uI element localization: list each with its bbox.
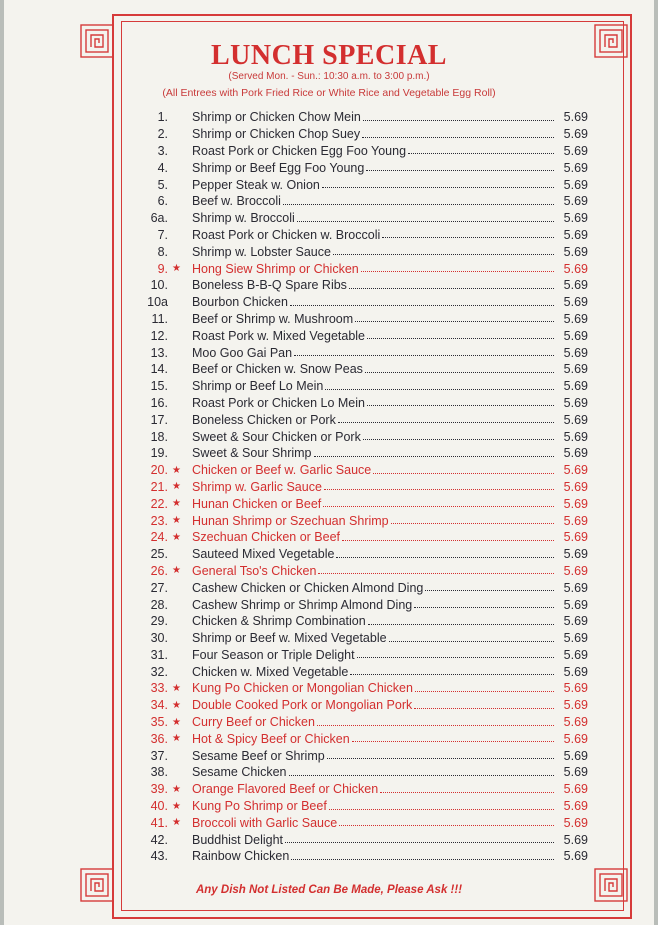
leader-dots [367, 338, 554, 339]
leader-dots [291, 859, 554, 860]
item-price: 5.69 [563, 715, 588, 730]
list-item [138, 798, 588, 815]
item-number: 18. [150, 429, 168, 444]
leader-dots [290, 305, 554, 306]
item-name: General Tso's Chicken [192, 563, 317, 578]
item-number: 9. [157, 261, 168, 276]
leader-dots [294, 355, 554, 356]
leader-dots [322, 187, 554, 188]
item-price: 5.69 [563, 311, 588, 326]
list-item [138, 445, 588, 462]
star-icon: ★ [172, 699, 181, 711]
list-item [138, 361, 588, 378]
item-name: Shrimp or Chicken Chop Suey [192, 127, 361, 142]
list-item [138, 462, 588, 479]
item-name: Sweet & Sour Shrimp [192, 446, 312, 461]
item-name: Pepper Steak w. Onion [192, 177, 320, 192]
leader-dots [366, 170, 554, 171]
list-item [138, 428, 588, 445]
list-item [138, 143, 588, 160]
item-price: 5.69 [563, 479, 588, 494]
list-item [138, 781, 588, 798]
star-icon: ★ [172, 531, 181, 543]
star-icon: ★ [172, 783, 181, 795]
list-item [138, 663, 588, 680]
list-item [138, 395, 588, 412]
leader-dots [373, 473, 554, 474]
star-icon: ★ [172, 716, 181, 728]
list-item [138, 227, 588, 244]
star-icon: ★ [172, 800, 181, 812]
item-name: Chicken & Shrimp Combination [192, 614, 366, 629]
list-item [138, 411, 588, 428]
item-price: 5.69 [563, 647, 588, 662]
item-number: 17. [150, 412, 168, 427]
leader-dots [350, 674, 554, 675]
item-price: 5.69 [563, 379, 588, 394]
leader-dots [339, 825, 554, 826]
entrees-note: (All Entrees with Pork Fried Rice or White Rice and Vegetable Egg Roll) [162, 87, 496, 99]
list-item [138, 344, 588, 361]
item-name: Beef or Shrimp w. Mushroom [192, 311, 354, 326]
item-number: 20. [150, 463, 168, 478]
item-price: 5.69 [563, 681, 588, 696]
star-icon: ★ [172, 733, 181, 745]
item-name: Hong Siew Shrimp or Chicken [192, 261, 359, 276]
leader-dots [333, 254, 554, 255]
leader-dots [382, 237, 554, 238]
item-price: 5.69 [563, 849, 588, 864]
star-icon: ★ [172, 263, 181, 275]
star-icon: ★ [172, 817, 181, 829]
list-item [138, 680, 588, 697]
item-name: Hunan Shrimp or Szechuan Shrimp [192, 513, 389, 528]
item-price: 5.69 [563, 799, 588, 814]
item-number: 33. [150, 681, 168, 696]
item-name: Broccoli with Garlic Sauce [192, 815, 338, 830]
item-name: Curry Beef or Chicken [192, 715, 315, 730]
item-price: 5.69 [563, 429, 588, 444]
item-price: 5.69 [563, 244, 588, 259]
leader-dots [363, 120, 554, 121]
leader-dots [363, 439, 554, 440]
list-item [138, 714, 588, 731]
list-item [138, 495, 588, 512]
list-item [138, 512, 588, 529]
item-name: Shrimp w. Broccoli [192, 211, 295, 226]
item-price: 5.69 [563, 748, 588, 763]
list-item [138, 697, 588, 714]
item-name: Sesame Beef or Shrimp [192, 748, 325, 763]
item-number: 15. [150, 379, 168, 394]
list-item [138, 210, 588, 227]
item-name: Chicken or Beef w. Garlic Sauce [192, 463, 372, 478]
leader-dots [289, 775, 555, 776]
item-number: 19. [150, 446, 168, 461]
item-price: 5.69 [563, 597, 588, 612]
item-price: 5.69 [563, 765, 588, 780]
leader-dots [317, 725, 554, 726]
item-number: 2. [157, 127, 168, 142]
item-name: Boneless B-B-Q Spare Ribs [192, 278, 347, 293]
leader-dots [327, 758, 554, 759]
item-name: Sauteed Mixed Vegetable [192, 547, 335, 562]
served-hours: (Served Mon. - Sun.: 10:30 a.m. to 3:00 p.m.) [228, 71, 430, 82]
leader-dots [338, 422, 554, 423]
leader-dots [368, 624, 554, 625]
star-icon: ★ [172, 481, 181, 493]
item-price: 5.69 [563, 160, 588, 175]
item-price: 5.69 [563, 345, 588, 360]
leader-dots [415, 691, 554, 692]
item-price: 5.69 [563, 328, 588, 343]
item-number: 35. [150, 715, 168, 730]
item-price: 5.69 [563, 631, 588, 646]
list-item [138, 479, 588, 496]
leader-dots [391, 523, 554, 524]
star-icon: ★ [172, 682, 181, 694]
list-item [138, 747, 588, 764]
item-name: Four Season or Triple Delight [192, 647, 355, 662]
list-item [138, 630, 588, 647]
item-price: 5.69 [563, 614, 588, 629]
list-item [138, 126, 588, 143]
item-price: 5.69 [563, 782, 588, 797]
item-number: 27. [150, 580, 168, 595]
list-item [138, 327, 588, 344]
item-number: 3. [157, 143, 168, 158]
item-name: Hot & Spicy Beef or Chicken [192, 731, 350, 746]
item-number: 11. [151, 311, 168, 326]
item-price: 5.69 [563, 177, 588, 192]
list-item [138, 378, 588, 395]
item-name: Orange Flavored Beef or Chicken [192, 782, 379, 797]
list-item [138, 159, 588, 176]
item-number: 42. [150, 832, 168, 847]
item-number: 36. [150, 731, 168, 746]
item-price: 5.69 [563, 530, 588, 545]
item-number: 13. [150, 345, 168, 360]
leader-dots [283, 204, 554, 205]
item-price: 5.69 [563, 395, 588, 410]
item-number: 31. [150, 647, 168, 662]
item-number: 14. [150, 362, 168, 377]
item-price: 5.69 [563, 563, 588, 578]
list-item [138, 277, 588, 294]
item-number: 29. [150, 614, 168, 629]
item-name: Sweet & Sour Chicken or Pork [192, 429, 361, 444]
item-number: 23. [150, 513, 168, 528]
leader-dots [357, 657, 554, 658]
item-name: Roast Pork or Chicken Egg Foo Young [192, 143, 407, 158]
list-item [138, 260, 588, 277]
leader-dots [336, 557, 554, 558]
page-title: LUNCH SPECIAL [211, 40, 447, 71]
list-item [138, 764, 588, 781]
list-item [138, 596, 588, 613]
item-name: Beef or Chicken w. Snow Peas [192, 362, 363, 377]
item-name: Boneless Chicken or Pork [192, 412, 336, 427]
item-name: Moo Goo Gai Pan [192, 345, 293, 360]
list-item [138, 546, 588, 563]
list-item [138, 831, 588, 848]
item-number: 21. [150, 479, 168, 494]
star-icon: ★ [172, 565, 181, 577]
list-item [138, 109, 588, 126]
list-item [138, 311, 588, 328]
leader-dots [297, 221, 554, 222]
item-name: Hunan Chicken or Beef [192, 496, 322, 511]
list-item [138, 176, 588, 193]
item-number: 32. [150, 664, 168, 679]
item-price: 5.69 [563, 227, 588, 242]
item-name: Roast Pork w. Mixed Vegetable [192, 328, 366, 343]
item-number: 39. [150, 782, 168, 797]
list-item [138, 848, 588, 865]
leader-dots [352, 741, 554, 742]
list-item [138, 563, 588, 580]
item-number: 30. [150, 631, 168, 646]
item-price: 5.69 [563, 110, 588, 125]
leader-dots [365, 372, 554, 373]
item-name: Buddhist Delight [192, 832, 284, 847]
item-number: 1. [157, 110, 168, 125]
item-number: 22. [150, 496, 168, 511]
leader-dots [324, 489, 554, 490]
list-item [138, 730, 588, 747]
item-number: 28. [150, 597, 168, 612]
item-price: 5.69 [563, 463, 588, 478]
item-name: Shrimp or Beef Lo Mein [192, 379, 324, 394]
leader-dots [285, 842, 554, 843]
item-number: 40. [150, 799, 168, 814]
item-name: Rainbow Chicken [192, 849, 290, 864]
list-item [138, 814, 588, 831]
star-icon: ★ [172, 498, 181, 510]
item-name: Shrimp w. Lobster Sauce [192, 244, 331, 259]
item-number: 6. [157, 194, 168, 209]
item-price: 5.69 [563, 261, 588, 276]
item-name: Shrimp or Beef w. Mixed Vegetable [192, 631, 387, 646]
leader-dots [323, 506, 554, 507]
item-name: Shrimp w. Garlic Sauce [192, 479, 322, 494]
item-price: 5.69 [563, 832, 588, 847]
item-price: 5.69 [563, 815, 588, 830]
item-number: 43. [150, 849, 168, 864]
item-name: Shrimp or Beef Egg Foo Young [192, 160, 365, 175]
item-number: 24. [150, 530, 168, 545]
item-number: 10a [147, 295, 168, 310]
item-name: Cashew Shrimp or Shrimp Almond Ding [192, 597, 413, 612]
leader-dots [389, 641, 554, 642]
list-item [138, 529, 588, 546]
item-number: 26. [150, 563, 168, 578]
leader-dots [414, 607, 554, 608]
leader-dots [318, 573, 554, 574]
leader-dots [425, 590, 554, 591]
item-name: Double Cooked Pork or Mongolian Pork [192, 698, 413, 713]
leader-dots [362, 137, 554, 138]
item-number: 16. [150, 395, 168, 410]
item-number: 37. [150, 748, 168, 763]
item-number: 7. [157, 227, 168, 242]
item-number: 4. [157, 160, 168, 175]
item-price: 5.69 [563, 127, 588, 142]
item-name: Shrimp or Chicken Chow Mein [192, 110, 361, 125]
item-number: 10. [150, 278, 168, 293]
leader-dots [314, 456, 555, 457]
item-price: 5.69 [563, 446, 588, 461]
item-number: 6a. [150, 211, 168, 226]
item-price: 5.69 [563, 194, 588, 209]
item-name: Bourbon Chicken [192, 295, 288, 310]
leader-dots [367, 405, 554, 406]
item-price: 5.69 [563, 580, 588, 595]
item-name: Chicken w. Mixed Vegetable [192, 664, 349, 679]
leader-dots [408, 153, 554, 154]
leader-dots [355, 321, 554, 322]
item-number: 5. [157, 177, 168, 192]
leader-dots [380, 792, 554, 793]
item-price: 5.69 [563, 412, 588, 427]
item-price: 5.69 [563, 513, 588, 528]
item-price: 5.69 [563, 698, 588, 713]
item-number: 34. [150, 698, 168, 713]
item-name: Cashew Chicken or Chicken Almond Ding [192, 580, 424, 595]
item-name: Kung Po Chicken or Mongolian Chicken [192, 681, 413, 696]
item-name: Beef w. Broccoli [192, 194, 281, 209]
leader-dots [361, 271, 554, 272]
leader-dots [349, 288, 554, 289]
leader-dots [325, 389, 554, 390]
leader-dots [329, 809, 554, 810]
item-price: 5.69 [563, 731, 588, 746]
item-price: 5.69 [563, 664, 588, 679]
list-item [138, 647, 588, 664]
item-name: Roast Pork or Chicken w. Broccoli [192, 227, 381, 242]
item-number: 41. [150, 815, 168, 830]
menu-list [138, 109, 588, 865]
item-name: Roast Pork or Chicken Lo Mein [192, 395, 365, 410]
item-price: 5.69 [563, 278, 588, 293]
item-price: 5.69 [563, 547, 588, 562]
item-name: Sesame Chicken [192, 765, 287, 780]
leader-dots [342, 540, 554, 541]
item-price: 5.69 [563, 211, 588, 226]
item-number: 25. [150, 547, 168, 562]
footer-note: Any Dish Not Listed Can Be Made, Please Ask !!! [195, 884, 463, 896]
list-item [138, 579, 588, 596]
list-item [138, 613, 588, 630]
star-icon: ★ [172, 515, 181, 527]
item-number: 12. [150, 328, 168, 343]
item-number: 38. [150, 765, 168, 780]
list-item [138, 243, 588, 260]
list-item [138, 294, 588, 311]
star-icon: ★ [172, 464, 181, 476]
item-number: 8. [157, 244, 168, 259]
item-name: Kung Po Shrimp or Beef [192, 799, 327, 814]
leader-dots [414, 708, 554, 709]
item-price: 5.69 [563, 496, 588, 511]
item-price: 5.69 [563, 143, 588, 158]
list-item [138, 193, 588, 210]
item-name: Szechuan Chicken or Beef [192, 530, 341, 545]
item-price: 5.69 [563, 362, 588, 377]
item-price: 5.69 [563, 295, 588, 310]
